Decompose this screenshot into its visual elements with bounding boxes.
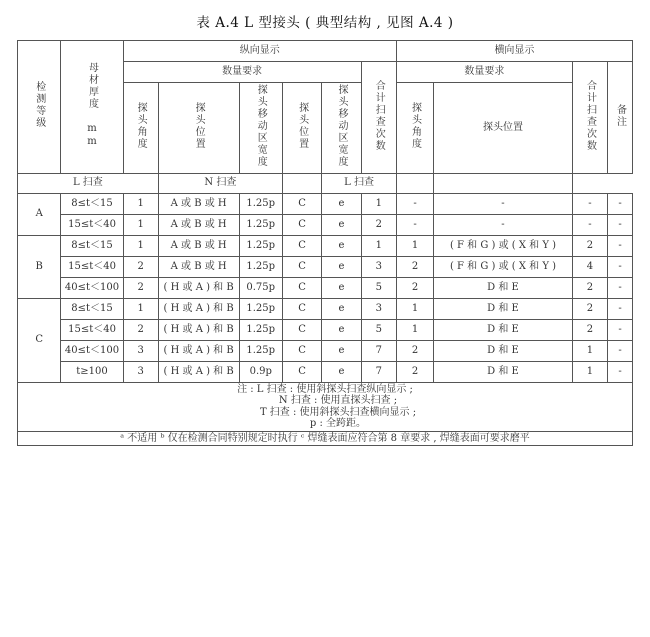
cell-T-angle: 1 <box>396 319 433 340</box>
header-probe-move-zone-L: 探头移动区宽度 <box>239 83 282 174</box>
cell-L-angle: 3 <box>123 361 158 382</box>
note-line-1: 注 : L 扫查 : 使用斜探头扫查纵向显示 ; <box>237 383 413 395</box>
cell-T-position: ( F 和 G ) 或 ( X 和 Y ) <box>434 256 573 277</box>
cell-remark: - <box>608 193 633 214</box>
cell-T-position: D 和 E <box>434 277 573 298</box>
note-line-3: T 扫查 : 使用斜探头扫查横向显示 ; <box>259 406 417 418</box>
cell-total-2: - <box>572 214 607 235</box>
cell-T-angle: 1 <box>396 235 433 256</box>
cell-L-angle: 1 <box>123 298 158 319</box>
cell-T-position: D 和 E <box>434 361 573 382</box>
notes-block <box>18 382 633 431</box>
table-caption: 表 A.4 L 型接头 ( 典型结构 , 见图 A.4 ) <box>196 15 454 31</box>
table-row <box>18 340 633 361</box>
cell-remark: - <box>608 256 633 277</box>
standard-table <box>17 40 633 446</box>
table-row <box>18 193 633 214</box>
cell-total-2: - <box>572 193 607 214</box>
header-scan-T: L 扫查 <box>322 173 397 193</box>
header-remark-blank <box>434 173 573 193</box>
cell-remark: - <box>608 298 633 319</box>
cell-N-position: C <box>282 298 321 319</box>
header-qty-req-long: 数量要求 <box>123 62 361 83</box>
cell-total-2: 2 <box>572 319 607 340</box>
cell-thickness: 8≤t＜15 <box>61 193 123 214</box>
cell-N-move: e <box>322 277 361 298</box>
cell-thickness: t≥100 <box>61 361 123 382</box>
cell-T-angle: 2 <box>396 256 433 277</box>
cell-total-2: 2 <box>572 235 607 256</box>
table-row <box>18 235 633 256</box>
table-body <box>18 193 633 446</box>
cell-N-move: e <box>322 193 361 214</box>
cell-N-position: C <box>282 214 321 235</box>
cell-total-2: 4 <box>572 256 607 277</box>
cell-T-position: - <box>434 214 573 235</box>
cell-total-1: 2 <box>361 214 396 235</box>
cell-L-angle: 2 <box>123 277 158 298</box>
cell-L-angle: 2 <box>123 319 158 340</box>
cell-L-position: ( H 或 A ) 和 B <box>158 319 239 340</box>
footnote-line-3: ᶜ 焊缝表面应符合第 8 章要求 , 焊缝表面可要求磨平 <box>300 432 530 444</box>
cell-T-angle: 2 <box>396 340 433 361</box>
header-group-longitudinal: 纵向显示 <box>123 41 396 62</box>
cell-N-position: C <box>282 235 321 256</box>
cell-T-position: - <box>434 193 573 214</box>
cell-L-move: 1.25p <box>239 214 282 235</box>
cell-T-angle: - <box>396 193 433 214</box>
cell-L-move: 1.25p <box>239 319 282 340</box>
cell-remark: - <box>608 319 633 340</box>
cell-N-position: C <box>282 340 321 361</box>
table-row <box>18 361 633 382</box>
cell-L-position: ( H 或 A ) 和 B <box>158 277 239 298</box>
footnote-line-1: ᵃ 不适用 <box>120 432 158 444</box>
cell-L-position: ( H 或 A ) 和 B <box>158 361 239 382</box>
cell-thickness: 40≤t＜100 <box>61 277 123 298</box>
cell-L-angle: 1 <box>123 193 158 214</box>
cell-level: B <box>18 235 61 298</box>
cell-T-position: D 和 E <box>434 298 573 319</box>
cell-L-move: 0.75p <box>239 277 282 298</box>
cell-L-position: ( H 或 A ) 和 B <box>158 340 239 361</box>
notes-row <box>18 382 633 431</box>
cell-L-angle: 2 <box>123 256 158 277</box>
header-probe-angle-T: 探头角度 <box>396 83 433 174</box>
header-scan-L: L 扫查 <box>18 173 159 193</box>
table-row <box>18 214 633 235</box>
cell-total-2: 2 <box>572 277 607 298</box>
header-detection-level: 检测等级 <box>18 41 61 174</box>
header-total-scans-trans: 合计扫查次数 <box>572 62 607 174</box>
header-qty-req-trans: 数量要求 <box>396 62 572 83</box>
cell-N-move: e <box>322 235 361 256</box>
cell-total-1: 7 <box>361 340 396 361</box>
cell-L-position: A 或 B 或 H <box>158 256 239 277</box>
note-line-4: p : 全跨距。 <box>309 418 367 429</box>
header-scan-total-blank <box>282 173 321 193</box>
table-row <box>18 256 633 277</box>
cell-remark: - <box>608 235 633 256</box>
cell-T-position: D 和 E <box>434 319 573 340</box>
cell-total-2: 1 <box>572 361 607 382</box>
cell-T-angle: 1 <box>396 298 433 319</box>
cell-T-angle: - <box>396 214 433 235</box>
cell-N-move: e <box>322 361 361 382</box>
cell-L-position: ( H 或 A ) 和 B <box>158 298 239 319</box>
cell-total-1: 5 <box>361 319 396 340</box>
cell-T-angle: 2 <box>396 277 433 298</box>
cell-total-1: 7 <box>361 361 396 382</box>
cell-L-move: 1.25p <box>239 235 282 256</box>
cell-total-2: 1 <box>572 340 607 361</box>
cell-thickness: 15≤t＜40 <box>61 319 123 340</box>
cell-N-move: e <box>322 319 361 340</box>
cell-N-move: e <box>322 256 361 277</box>
footnote-line-2: ᵇ 仅在检测合同特别规定时执行 <box>160 432 298 444</box>
cell-L-move: 1.25p <box>239 193 282 214</box>
cell-L-move: 1.25p <box>239 256 282 277</box>
note-line-2: N 扫查 : 使用直探头扫查 ; <box>278 395 398 406</box>
cell-L-position: A 或 B 或 H <box>158 214 239 235</box>
cell-remark: - <box>608 277 633 298</box>
cell-T-position: ( F 和 G ) 或 ( X 和 Y ) <box>434 235 573 256</box>
header-probe-position-L: 探头位置 <box>158 83 239 174</box>
header-scan-total2-blank <box>396 173 433 193</box>
table-row <box>18 277 633 298</box>
cell-level: A <box>18 193 61 235</box>
cell-L-position: A 或 B 或 H <box>158 235 239 256</box>
footnotes-row <box>18 431 633 446</box>
header-remarks: 备注 <box>608 62 633 174</box>
cell-N-position: C <box>282 277 321 298</box>
cell-thickness: 40≤t＜100 <box>61 340 123 361</box>
cell-L-angle: 1 <box>123 214 158 235</box>
cell-total-1: 1 <box>361 235 396 256</box>
cell-L-position: A 或 B 或 H <box>158 193 239 214</box>
header-total-scans-long: 合计扫查次数 <box>361 62 396 174</box>
cell-N-position: C <box>282 319 321 340</box>
cell-T-angle: 2 <box>396 361 433 382</box>
cell-L-move: 0.9p <box>239 361 282 382</box>
header-probe-angle-L: 探头角度 <box>123 83 158 174</box>
cell-total-1: 5 <box>361 277 396 298</box>
footnotes-block <box>18 431 633 446</box>
cell-thickness: 8≤t＜15 <box>61 235 123 256</box>
cell-total-2: 2 <box>572 298 607 319</box>
cell-N-move: e <box>322 298 361 319</box>
header-probe-position-N: 探头位置 <box>282 83 321 174</box>
table-row <box>18 319 633 340</box>
cell-total-1: 3 <box>361 256 396 277</box>
header-scan-N: N 扫查 <box>158 173 282 193</box>
cell-thickness: 15≤t＜40 <box>61 256 123 277</box>
cell-level: C <box>18 298 61 382</box>
header-group-transverse: 横向显示 <box>396 41 632 62</box>
cell-N-position: C <box>282 193 321 214</box>
cell-remark: - <box>608 361 633 382</box>
cell-thickness: 8≤t＜15 <box>61 298 123 319</box>
cell-L-move: 1.25p <box>239 340 282 361</box>
cell-thickness: 15≤t＜40 <box>61 214 123 235</box>
cell-L-angle: 3 <box>123 340 158 361</box>
table-row <box>18 298 633 319</box>
header-probe-move-zone-N: 探头移动区宽度 <box>322 83 361 174</box>
cell-L-move: 1.25p <box>239 298 282 319</box>
cell-remark: - <box>608 214 633 235</box>
cell-N-position: C <box>282 256 321 277</box>
cell-total-1: 1 <box>361 193 396 214</box>
header-base-thickness: 母材厚度 mm <box>61 41 123 174</box>
cell-remark: - <box>608 340 633 361</box>
cell-N-move: e <box>322 214 361 235</box>
cell-N-move: e <box>322 340 361 361</box>
cell-L-angle: 1 <box>123 235 158 256</box>
cell-T-position: D 和 E <box>434 340 573 361</box>
cell-total-1: 3 <box>361 298 396 319</box>
cell-N-position: C <box>282 361 321 382</box>
header-probe-position-T: 探头位置 <box>434 83 573 174</box>
